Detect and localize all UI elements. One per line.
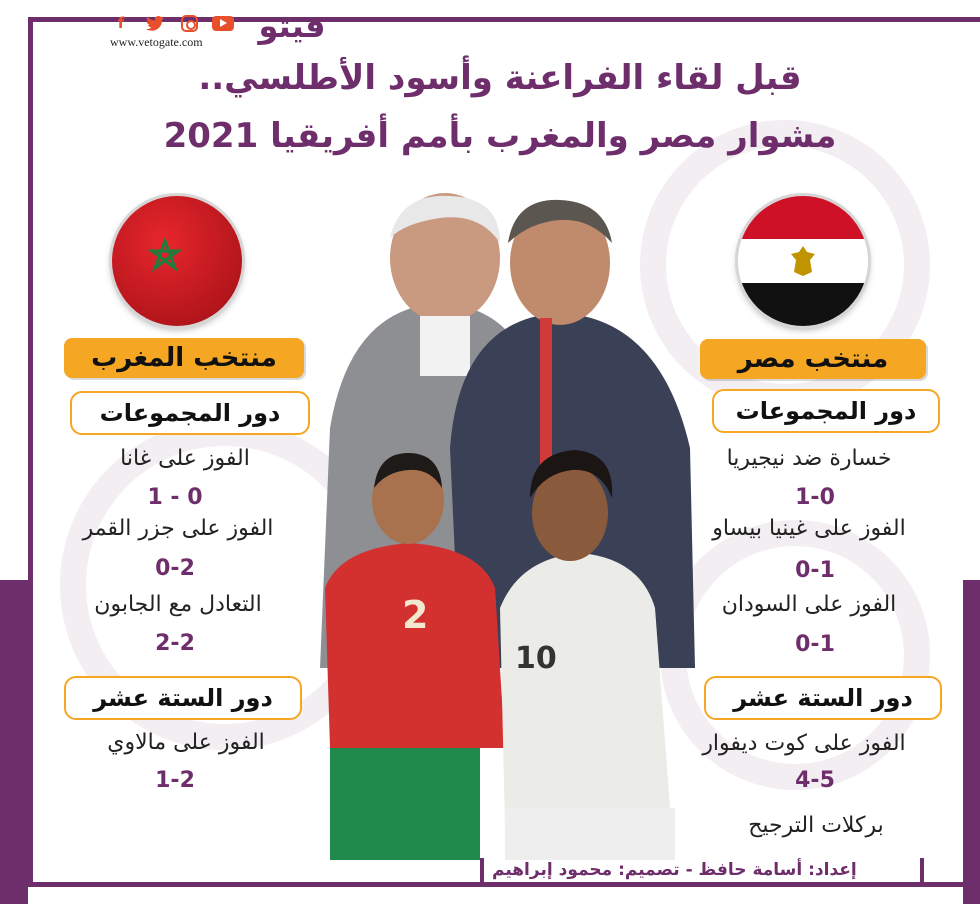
morocco-flag xyxy=(112,196,242,326)
star-icon xyxy=(112,196,242,326)
facebook-icon[interactable]: f xyxy=(117,14,125,32)
morocco-match-score: 2-2 xyxy=(155,631,195,656)
frame-left-border xyxy=(28,17,33,887)
instagram-icon[interactable] xyxy=(178,14,200,32)
svg-text:2: 2 xyxy=(402,593,429,637)
egypt-match-text: الفوز على كوت ديفوار xyxy=(702,731,906,756)
page-title-line1: قبل لقاء الفراعنة وأسود الأطلسي.. xyxy=(198,58,802,98)
social-links xyxy=(110,12,234,34)
twitter-icon[interactable] xyxy=(144,14,166,32)
vetogate-logo[interactable] xyxy=(240,4,344,48)
egypt-flag xyxy=(738,196,868,326)
egypt-match-text: الفوز على السودان xyxy=(721,592,897,617)
egypt-match-text: خسارة ضد نيجيريا xyxy=(726,446,892,471)
morocco-match-score: 1 - 0 xyxy=(147,485,203,510)
morocco-match-text: الفوز على مالاوي xyxy=(107,730,265,755)
credit-divider xyxy=(920,858,924,882)
decorative-block-right xyxy=(963,580,980,904)
egypt-match-score: 0-1 xyxy=(795,632,835,657)
egypt-match-score: 1-0 xyxy=(795,485,835,510)
morocco-group-stage-label: دور المجموعات xyxy=(70,391,310,435)
egypt-team-label: منتخب مصر xyxy=(700,339,926,379)
morocco-round16-label: دور الستة عشر xyxy=(64,676,302,720)
morocco-match-text: الفوز على غانا xyxy=(120,446,250,471)
morocco-team-label: منتخب المغرب xyxy=(64,338,304,378)
svg-text:10: 10 xyxy=(515,641,557,676)
website-url[interactable]: www.vetogate.com xyxy=(110,35,203,49)
morocco-match-text: التعادل مع الجابون xyxy=(94,592,262,617)
egypt-match-text: الفوز على غينيا بيساو xyxy=(712,516,906,541)
credit-divider xyxy=(480,858,484,882)
page-title-line2: مشوار مصر والمغرب بأمم أفريقيا 2021 xyxy=(163,116,837,156)
credit-line: إعداد: أسامة حافظ - تصميم: محمود إبراهيم xyxy=(492,860,857,880)
egypt-match-note: بركلات الترجيح xyxy=(748,813,884,838)
eagle-icon xyxy=(788,244,818,278)
morocco-match-text: الفوز على جزر القمر xyxy=(82,516,274,541)
logo-text: فيتو xyxy=(258,7,326,45)
youtube-icon[interactable] xyxy=(212,14,234,32)
egypt-round16-label: دور الستة عشر xyxy=(704,676,942,720)
egypt-group-stage-label: دور المجموعات xyxy=(712,389,940,433)
decorative-block-left xyxy=(0,580,28,904)
morocco-match-score: 1-2 xyxy=(155,768,195,793)
egypt-match-score: 4-5 xyxy=(795,768,835,793)
morocco-match-score: 0-2 xyxy=(155,556,195,581)
players-coaches-photo xyxy=(290,188,710,860)
egypt-match-score: 0-1 xyxy=(795,558,835,583)
